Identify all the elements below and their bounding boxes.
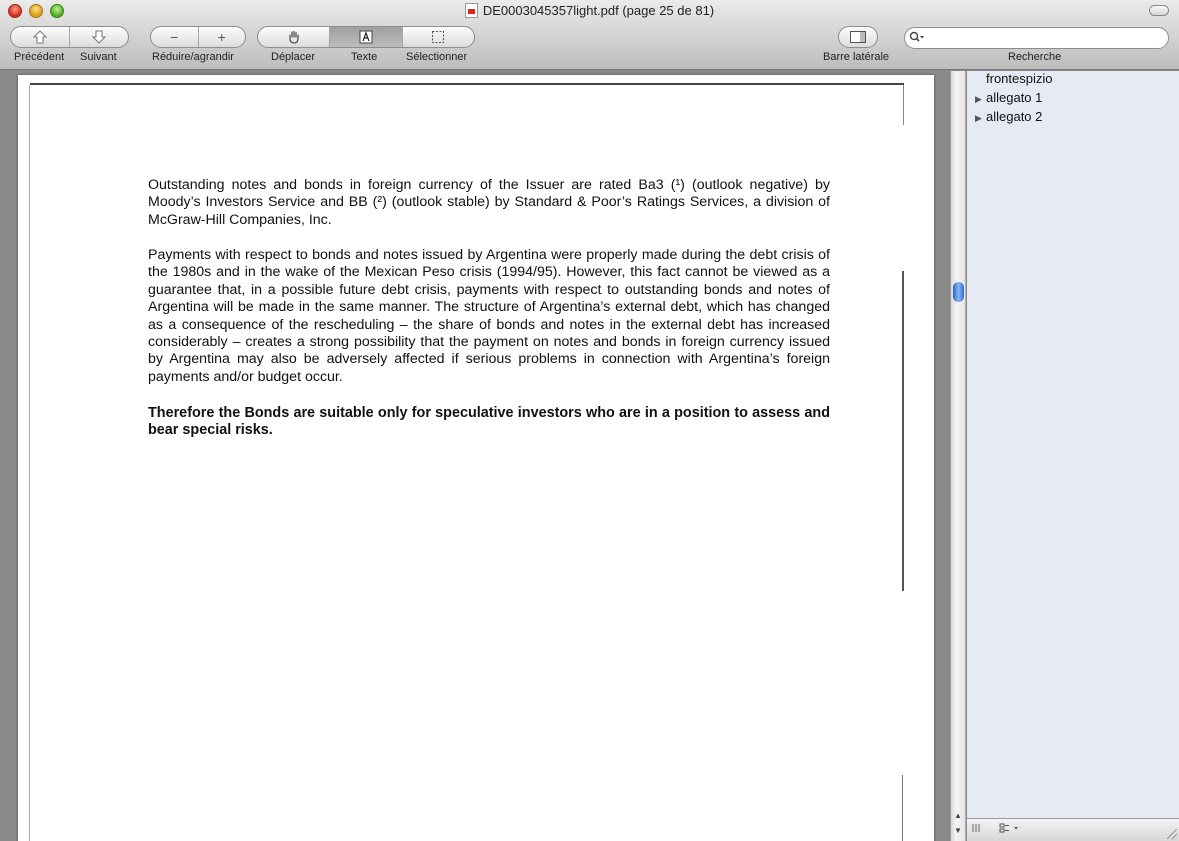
sidebar-toggle-face (839, 27, 877, 47)
sidebar-label: Barre latérale (823, 51, 890, 63)
document-view[interactable] (0, 71, 950, 841)
previous-page-button[interactable] (11, 27, 70, 47)
select-label: Sélectionner (406, 51, 468, 63)
search-icon (909, 31, 925, 46)
sidebar-toggle-button[interactable] (838, 26, 878, 48)
paragraph-ratings: Outstanding notes and bonds in foreign currency of the Issuer are rated Ba3 (¹) (outlook negative) by Moody’s Investors Service and BB (²) (outlook stable) by Standard & Poor’s Ratings Services, a division of McGraw-Hill Companies, Inc. (148, 177, 830, 228)
sidebar-resize-handle-icon[interactable] (971, 823, 983, 836)
outline-item-label: frontespizio (986, 71, 1053, 86)
search-input[interactable] (904, 27, 1169, 49)
plus-icon: + (217, 29, 226, 45)
outline-view-menu-button[interactable] (999, 823, 1021, 836)
scan-border-right (902, 271, 904, 591)
outline-item-label: allegato 1 (986, 90, 1043, 105)
zoom-control (150, 26, 246, 48)
zoom-in-button[interactable] (199, 27, 246, 47)
move-label: Déplacer (271, 51, 316, 63)
search-label: Recherche (1008, 51, 1062, 63)
text-tool-button[interactable] (330, 27, 402, 47)
zoom-label: Réduire/agrandir (152, 51, 234, 63)
scan-border-left (29, 85, 30, 841)
page-navigation-control (10, 26, 129, 48)
move-tool-button[interactable] (258, 27, 330, 47)
list-view-icon (999, 823, 1021, 833)
window-title-container (0, 3, 1179, 18)
window-titlebar (0, 0, 1179, 70)
window-resize-grip-icon[interactable] (1167, 829, 1177, 839)
scroll-up-arrow-icon[interactable]: ▲ (954, 811, 962, 820)
scan-border-top (30, 83, 904, 85)
select-tool-button[interactable] (403, 27, 474, 47)
arrow-down-icon (92, 30, 106, 44)
next-label: Suivant (80, 51, 117, 63)
sidebar-bottom-bar (967, 818, 1179, 841)
next-page-button[interactable] (70, 27, 128, 47)
scan-border-right-top (903, 85, 904, 125)
scan-border-right-bottom (902, 775, 903, 841)
marquee-select-icon (431, 30, 445, 44)
outline-sidebar (967, 71, 1179, 818)
disclosure-triangle-icon[interactable]: ▶ (975, 113, 982, 123)
pdf-page[interactable] (18, 75, 934, 841)
disclosure-triangle-icon[interactable]: ▶ (975, 94, 982, 104)
hand-icon (287, 30, 301, 44)
vertical-scrollbar[interactable] (950, 71, 966, 841)
scroll-thumb[interactable] (953, 282, 964, 302)
scroll-down-arrow-icon[interactable]: ▼ (954, 826, 962, 835)
zoom-out-button[interactable] (151, 27, 199, 47)
paragraph-payments: Payments with respect to bonds and notes issued by Argentina were properly made during the debt crisis of the 1980s and in the wake of the Mexican Peso crisis (1994/95). However, this fact cannot be viewed as a guarantee that, in a possible future debt crisis, payments with respect to outstanding bonds and notes of Argentina will be made in the same manner. The structure of Argentina’s external debt, which has changed as a consequence of the rescheduling – the share of bonds and notes in the external debt has increased considerably – creates a strong possibility that the payment on notes and bonds in foreign currency issued by Argentina may also be adversely affected if serious problems in connection with Argentina’s foreign payments and/or budget occur. (148, 247, 830, 385)
text-cursor-icon (359, 30, 373, 44)
outline-item-label: allegato 2 (986, 109, 1043, 124)
tool-mode-control (257, 26, 475, 48)
paragraph-risk-warning: Therefore the Bonds are suitable only for speculative investors who are in a position to assess and bear special risks. (148, 405, 830, 439)
outline-item-allegato-2[interactable] (967, 109, 1042, 127)
sidebar-icon (850, 31, 866, 43)
outline-item-frontespizio[interactable] (967, 71, 1052, 89)
minus-icon: − (170, 29, 179, 45)
window-title: DE0003045357light.pdf (page 25 de 81) (482, 3, 715, 18)
arrow-up-icon (33, 30, 47, 44)
text-label: Texte (351, 51, 378, 63)
pdf-file-icon (465, 3, 478, 18)
previous-label: Précédent (14, 51, 65, 63)
outline-item-allegato-1[interactable] (967, 90, 1042, 108)
toolbar-toggle-button[interactable] (1149, 5, 1169, 16)
